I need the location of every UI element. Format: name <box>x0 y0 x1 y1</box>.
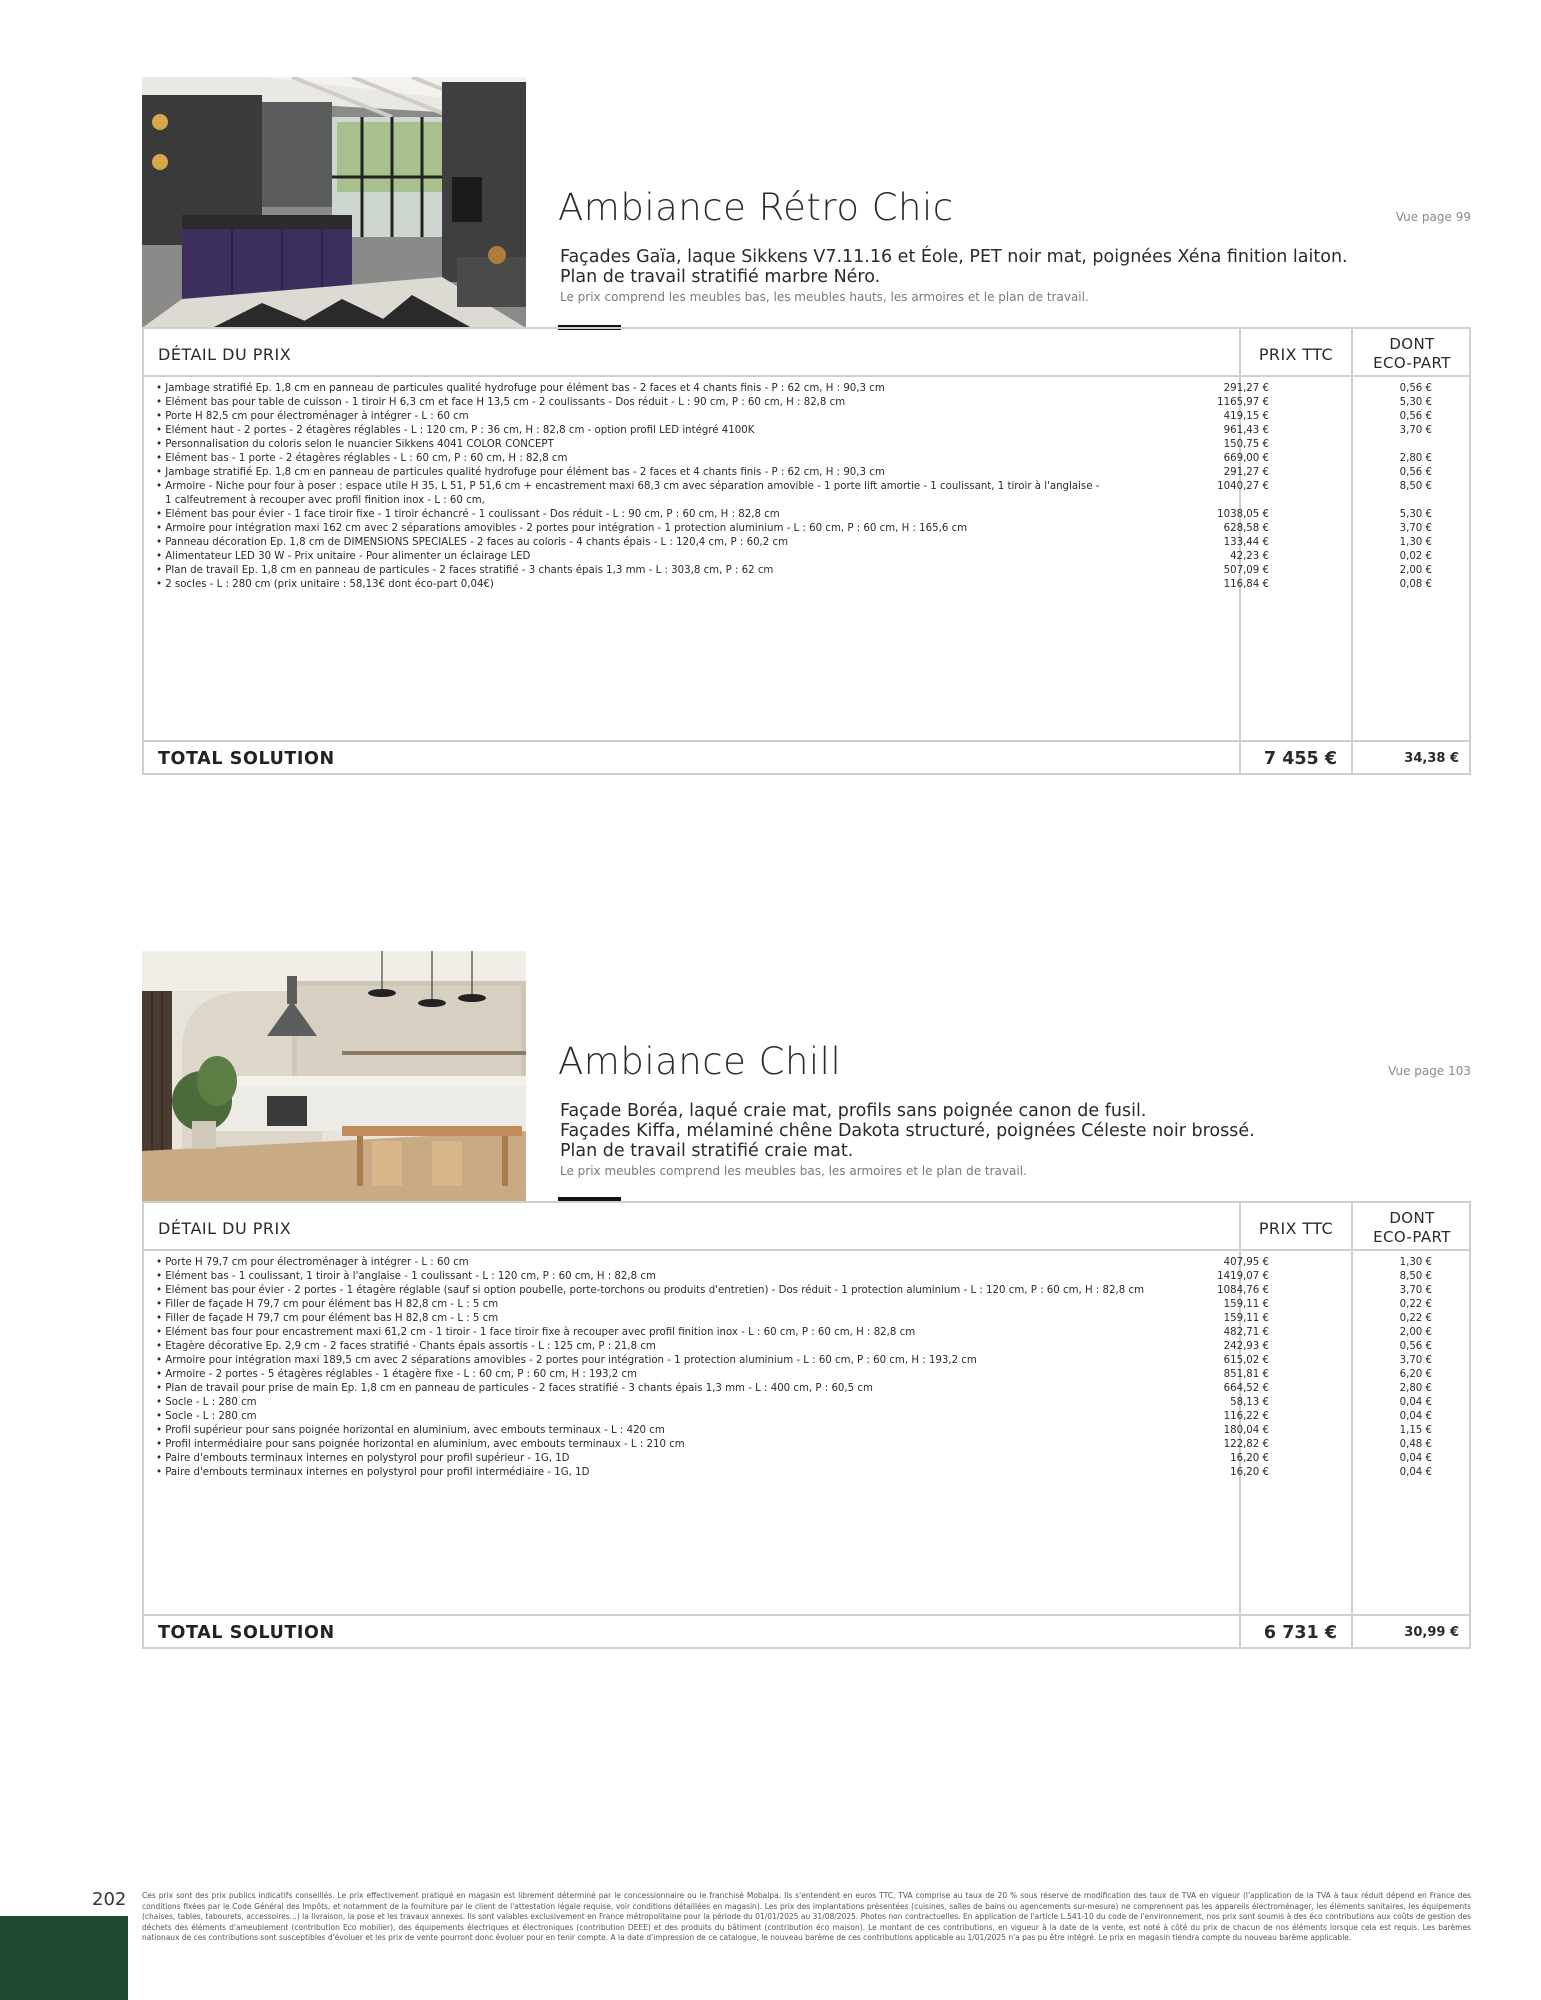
row-eco: 2,80 € <box>1399 453 1432 464</box>
row-eco: 5,30 € <box>1399 397 1432 408</box>
table-row <box>156 1438 1469 1452</box>
table-row <box>156 1298 1469 1312</box>
row-price: 669,00 € <box>1223 453 1269 464</box>
header-detail: DÉTAIL DU PRIX <box>158 345 292 364</box>
row-label: • Elément bas - 1 porte - 2 étagères réglables - L : 60 cm, P : 60 cm, H : 82,8 cm <box>156 453 568 464</box>
section-description <box>560 1101 1255 1161</box>
table-row <box>156 1410 1469 1424</box>
vue-page-link[interactable]: Vue page 99 <box>1395 210 1471 224</box>
table-row <box>156 438 1469 452</box>
row-price: 615,02 € <box>1223 1355 1269 1366</box>
row-price: 1038,05 € <box>1217 509 1269 520</box>
header-eco-line: ECO-PART <box>1373 354 1451 372</box>
table-header <box>144 329 1469 377</box>
row-eco: 0,56 € <box>1399 1341 1432 1352</box>
row-price: 1419,07 € <box>1217 1271 1269 1282</box>
table-row <box>156 410 1469 424</box>
table-row <box>156 1424 1469 1438</box>
row-price: 180,04 € <box>1223 1425 1269 1436</box>
row-eco: 0,04 € <box>1399 1397 1432 1408</box>
vue-page-link[interactable]: Vue page 103 <box>1388 1064 1471 1078</box>
table-rows <box>156 382 1469 592</box>
total-row <box>144 1614 1469 1649</box>
row-label: • Alimentateur LED 30 W - Prix unitaire - Pour alimenter un éclairage LED <box>156 551 531 562</box>
header-eco-line: DONT <box>1389 1209 1435 1227</box>
row-price: 133,44 € <box>1223 537 1269 548</box>
table-rows <box>156 1256 1469 1480</box>
row-price: 961,43 € <box>1223 425 1269 436</box>
row-price: 1040,27 € <box>1217 481 1269 492</box>
table-header <box>144 1203 1469 1251</box>
row-eco: 6,20 € <box>1399 1369 1432 1380</box>
price-note: Le prix comprend les meubles bas, les meubles hauts, les armoires et le plan de travail. <box>560 290 1089 304</box>
total-eco-part: 34,38 € <box>1404 751 1459 766</box>
row-eco: 0,56 € <box>1399 467 1432 478</box>
table-row <box>156 1312 1469 1326</box>
row-eco: 5,30 € <box>1399 509 1432 520</box>
table-row <box>156 1256 1469 1270</box>
total-price: 6 731 € <box>1263 1623 1337 1643</box>
row-eco: 0,22 € <box>1399 1299 1432 1310</box>
row-price: 16,20 € <box>1230 1467 1269 1478</box>
row-price: 42,23 € <box>1230 551 1269 562</box>
table-row <box>156 550 1469 564</box>
row-label: • Profil supérieur pour sans poignée horizontal en aluminium, avec embouts terminaux - L : 420 cm <box>156 1425 665 1436</box>
row-label: • Elément bas pour évier - 2 portes - 1 étagère réglable (sauf si option poubelle, porte-torchons ou produits d'entretien) - Dos réduit - 1 protection aluminium - L : 120 cm, P : 60 cm, H : 82,8 cm <box>156 1285 1144 1296</box>
row-price: 851,81 € <box>1223 1369 1269 1380</box>
section-chill <box>142 951 1471 1651</box>
row-label: • Armoire pour intégration maxi 189,5 cm avec 2 séparations amovibles - 2 portes pour intégration - 1 protection aluminium - L : 60 cm, P : 60 cm, H : 193,2 cm <box>156 1355 977 1366</box>
table-row <box>156 1466 1469 1480</box>
row-eco: 0,56 € <box>1399 383 1432 394</box>
row-eco: 3,70 € <box>1399 1355 1432 1366</box>
table-row <box>156 1340 1469 1354</box>
table-row <box>156 396 1469 410</box>
table-row <box>156 382 1469 396</box>
row-eco: 0,02 € <box>1399 551 1432 562</box>
row-label: • Panneau décoration Ep. 1,8 cm de DIMENSIONS SPECIALES - 2 faces au coloris - 4 chants épais - L : 120,4 cm, P : 60,2 cm <box>156 537 789 548</box>
row-label: • Jambage stratifié Ep. 1,8 cm en panneau de particules qualité hydrofuge pour élément bas - 2 faces et 4 chants finis - P : 62 cm, H : 90,3 cm <box>156 467 885 478</box>
description-line: Façades Kiffa, mélaminé chêne Dakota structuré, poignées Céleste noir brossé. <box>560 1121 1255 1141</box>
section-description <box>560 247 1348 287</box>
table-row <box>156 522 1469 536</box>
table-row <box>156 452 1469 466</box>
header-eco-line: DONT <box>1389 335 1435 353</box>
table-row <box>156 564 1469 578</box>
table-row <box>156 578 1469 592</box>
row-price: 664,52 € <box>1223 1383 1269 1394</box>
row-label: • Armoire - 2 portes - 5 étagères réglables - 1 étagère fixe - L : 60 cm, P : 60 cm, H : 193,2 cm <box>156 1369 637 1380</box>
row-label: • Etagère décorative Ep. 2,9 cm - 2 faces stratifié - Chants épais assortis - L : 125 cm, P : 21,8 cm <box>156 1341 656 1352</box>
row-eco: 1,30 € <box>1399 537 1432 548</box>
row-eco: 3,70 € <box>1399 1285 1432 1296</box>
total-label: TOTAL SOLUTION <box>158 1623 335 1643</box>
row-label: • Personnalisation du coloris selon le nuancier Sikkens 4041 COLOR CONCEPT <box>156 439 554 450</box>
row-label: • Porte H 82,5 cm pour électroménager à intégrer - L : 60 cm <box>156 411 469 422</box>
table-row <box>156 1382 1469 1396</box>
description-line: Façades Gaïa, laque Sikkens V7.11.16 et Éole, PET noir mat, poignées Xéna finition laiton. <box>560 247 1348 267</box>
row-eco: 0,22 € <box>1399 1313 1432 1324</box>
table-row <box>156 480 1469 508</box>
header-detail: DÉTAIL DU PRIX <box>158 1219 292 1238</box>
table-row <box>156 1354 1469 1368</box>
table-row <box>156 1452 1469 1466</box>
row-price: 116,22 € <box>1223 1411 1269 1422</box>
header-prix-ttc: PRIX TTC <box>1258 345 1334 364</box>
row-eco: 0,04 € <box>1399 1467 1432 1478</box>
row-eco: 3,70 € <box>1399 425 1432 436</box>
row-price: 1084,76 € <box>1217 1285 1269 1296</box>
row-label: • Jambage stratifié Ep. 1,8 cm en panneau de particules qualité hydrofuge pour élément bas - 2 faces et 4 chants finis - P : 62 cm, H : 90,3 cm <box>156 383 885 394</box>
section-retro-chic <box>142 77 1471 777</box>
header-eco-part <box>1353 335 1471 373</box>
kitchen-photo-retro-chic <box>142 77 526 328</box>
row-label: • Porte H 79,7 cm pour électroménager à intégrer - L : 60 cm <box>156 1257 469 1268</box>
row-price: 291,27 € <box>1223 467 1269 478</box>
price-table <box>142 1201 1471 1649</box>
row-eco: 2,00 € <box>1399 565 1432 576</box>
total-eco-part: 30,99 € <box>1404 1625 1459 1640</box>
row-eco: 2,80 € <box>1399 1383 1432 1394</box>
total-label: TOTAL SOLUTION <box>158 749 335 769</box>
row-eco: 0,56 € <box>1399 411 1432 422</box>
row-label: • Armoire pour intégration maxi 162 cm avec 2 séparations amovibles - 2 portes pour intégration - 1 protection aluminium - L : 60 cm, P : 60 cm, H : 165,6 cm <box>156 523 968 534</box>
row-label-line: 1 calfeutrement à recouper avec profil finition inox - L : 60 cm, <box>165 495 485 506</box>
row-eco: 2,00 € <box>1399 1327 1432 1338</box>
row-eco: 0,48 € <box>1399 1439 1432 1450</box>
row-price: 159,11 € <box>1223 1313 1269 1324</box>
row-label: • Profil intermédiaire pour sans poignée horizontal en aluminium, avec embouts terminaux - L : 210 cm <box>156 1439 685 1450</box>
row-label: • Elément bas pour évier - 1 face tiroir fixe - 1 tiroir échancré - 1 coulissant - Dos réduit - L : 90 cm, P : 60 cm, H : 82,8 cm <box>156 509 780 520</box>
row-price: 419,15 € <box>1223 411 1269 422</box>
header-eco-line: ECO-PART <box>1373 1228 1451 1246</box>
row-label: • Elément bas - 1 coulissant, 1 tiroir à l'anglaise - 1 coulissant - L : 120 cm, P : 60 cm, H : 82,8 cm <box>156 1271 656 1282</box>
row-label: • Paire d'embouts terminaux internes en polystyrol pour profil supérieur - 1G, 1D <box>156 1453 570 1464</box>
table-row <box>156 1396 1469 1410</box>
price-note: Le prix meubles comprend les meubles bas, les armoires et le plan de travail. <box>560 1164 1027 1178</box>
row-label: • Filler de façade H 79,7 cm pour élément bas H 82,8 cm - L : 5 cm <box>156 1313 499 1324</box>
row-label: • Socle - L : 280 cm <box>156 1397 257 1408</box>
row-price: 628,58 € <box>1223 523 1269 534</box>
row-eco: 0,08 € <box>1399 579 1432 590</box>
row-eco: 3,70 € <box>1399 523 1432 534</box>
row-label: • Plan de travail Ep. 1,8 cm en panneau de particules - 2 faces stratifié - 3 chants épais 1,3 mm - L : 303,8 cm, P : 62 cm <box>156 565 774 576</box>
description-line: Plan de travail stratifié marbre Néro. <box>560 267 881 287</box>
section-title: Ambiance Chill <box>558 1040 842 1083</box>
header-eco-part <box>1353 1209 1471 1247</box>
row-label: • Filler de façade H 79,7 cm pour élément bas H 82,8 cm - L : 5 cm <box>156 1299 499 1310</box>
table-row <box>156 1326 1469 1340</box>
row-label: • Elément bas four pour encastrement maxi 61,2 cm - 1 tiroir - 1 face tiroir fixe à recouper avec profil finition inox - L : 60 cm, P : 60 cm, H : 82,8 cm <box>156 1327 916 1338</box>
total-row <box>144 740 1469 775</box>
row-eco: 0,04 € <box>1399 1453 1432 1464</box>
row-price: 291,27 € <box>1223 383 1269 394</box>
kitchen-photo-chill <box>142 951 526 1202</box>
row-label: • Socle - L : 280 cm <box>156 1411 257 1422</box>
table-row <box>156 424 1469 438</box>
description-line: Plan de travail stratifié craie mat. <box>560 1141 854 1161</box>
row-price: 242,93 € <box>1223 1341 1269 1352</box>
row-eco: 8,50 € <box>1399 481 1432 492</box>
table-row <box>156 466 1469 480</box>
row-price: 122,82 € <box>1223 1439 1269 1450</box>
table-row <box>156 1284 1469 1298</box>
legal-disclaimer: Ces prix sont des prix publics indicatifs conseillés. Le prix effectivement pratiqué en magasin est librement déterminé par le concessionnaire ou le franchisé Mobalpa. Ils s'entendent en euros TTC, TVA comprise au taux de 20 % sous réserve de modification des taux de TVA en vigueur (l'application de la TVA à taux réduit dépend en France des conditions fixées par le Code Général des Impôts, et notamment de la fourniture par le client de l'attestation légale requise, voir conditions détaillées en magasin). Les prix des implantations présentées (cuisines, salles de bains ou agencements sur-mesure) ne comprennent pas les appareils électroménager, les éléments sanitaires, les équipements (chaises, tables, tabourets, accessoires...) la livraison, la pose et les travaux annexes. Ils sont valables exclusivement en France métropolitaine pour la période du 01/01/2025 au 31/08/2025. Photos non contractuelles. En application de l'article L.541-10 du code de l'environnement, nos prix sont soumis à des éco contributions aux coûts de gestion des déchets des éléments d'ameublement (contribution Eco mobilier), des équipements électriques et électroniques (contribution DEEE) et des produits du bâtiment (contribution éco maison). Le montant de ces contributions, en vigueur à la date de la vente, est noté à côté du prix de chacun de nos éléments lorsque cela est requis. Les barèmes nationaux de ces contributions sont susceptibles d'évoluer et les prix de vente pourront donc évoluer pour en tenir compte. A la date d'impression de ce catalogue, le nouveau barème de ces contributions applicable au 1/01/2025 n'a pas pu être intégré. Le prix en magasin tiendra compte du nouveau barème applicable. <box>142 1891 1471 1942</box>
table-row <box>156 508 1469 522</box>
row-price: 159,11 € <box>1223 1299 1269 1310</box>
section-title: Ambiance Rétro Chic <box>558 186 954 229</box>
row-label: • Paire d'embouts terminaux internes en polystyrol pour profil intermédiaire - 1G, 1D <box>156 1467 590 1478</box>
row-price: 16,20 € <box>1230 1453 1269 1464</box>
brand-color-bar <box>0 1916 128 2000</box>
row-label: • Plan de travail pour prise de main Ep. 1,8 cm en panneau de particules - 2 faces stratifié - 3 chants épais 1,3 mm - L : 400 cm, P : 60,5 cm <box>156 1383 873 1394</box>
row-price: 116,84 € <box>1223 579 1269 590</box>
row-label: • 2 socles - L : 280 cm (prix unitaire : 58,13€ dont éco-part 0,04€) <box>156 579 494 590</box>
row-label <box>156 480 1226 508</box>
row-eco: 1,30 € <box>1399 1257 1432 1268</box>
header-prix-ttc: PRIX TTC <box>1258 1219 1334 1238</box>
description-line: Façade Boréa, laqué craie mat, profils sans poignée canon de fusil. <box>560 1101 1147 1121</box>
row-label: • Elément haut - 2 portes - 2 étagères réglables - L : 120 cm, P : 36 cm, H : 82,8 cm - option profil LED intégré 4100K <box>156 425 755 436</box>
row-label-line: • Armoire - Niche pour four à poser : espace utile H 35, L 51, P 51,6 cm + encastrement maxi 68,3 cm avec séparation amovible - 1 porte lift amortie - 1 coulissant, 1 tiroir à l'anglaise - <box>156 481 1100 492</box>
row-eco: 1,15 € <box>1399 1425 1432 1436</box>
row-price: 407,95 € <box>1223 1257 1269 1268</box>
table-row <box>156 1368 1469 1382</box>
row-price: 507,09 € <box>1223 565 1269 576</box>
row-price: 150,75 € <box>1223 439 1269 450</box>
row-price: 58,13 € <box>1230 1397 1269 1408</box>
row-price: 482,71 € <box>1223 1327 1269 1338</box>
row-eco: 8,50 € <box>1399 1271 1432 1282</box>
page-number: 202 <box>92 1889 127 1910</box>
row-label: • Elément bas pour table de cuisson - 1 tiroir H 6,3 cm et face H 13,5 cm - 2 coulissants - Dos réduit - L : 90 cm, P : 60 cm, H : 82,8 cm <box>156 397 846 408</box>
total-price: 7 455 € <box>1263 749 1337 769</box>
price-table <box>142 327 1471 775</box>
table-row <box>156 1270 1469 1284</box>
row-price: 1165,97 € <box>1217 397 1269 408</box>
row-eco: 0,04 € <box>1399 1411 1432 1422</box>
table-row <box>156 536 1469 550</box>
